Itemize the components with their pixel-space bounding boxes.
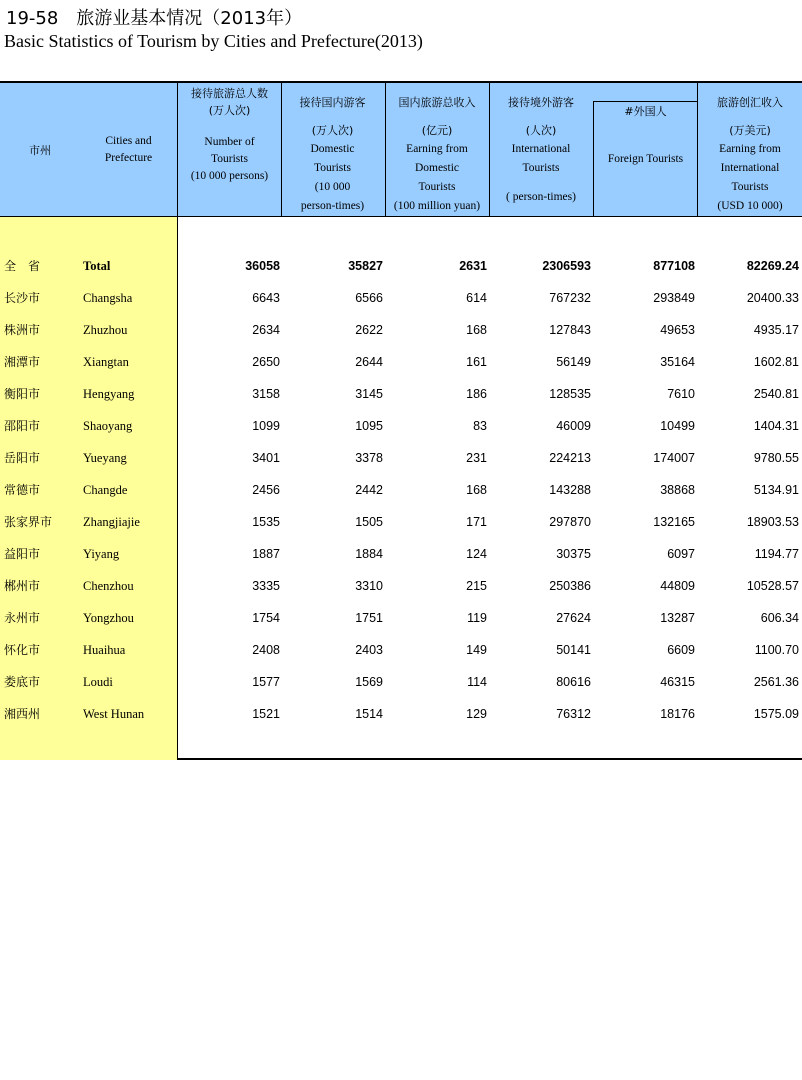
table-row [0, 506, 802, 538]
header-divider [697, 83, 698, 216]
cell-international-tourists: 80616 [556, 675, 591, 689]
table-row [0, 698, 802, 730]
cell-domestic-income: 129 [466, 707, 487, 721]
city-name-cn: 张家界市 [4, 515, 53, 529]
cell-forex-earning: 5134.91 [753, 483, 799, 497]
table-row [0, 666, 802, 698]
city-name-cn: 娄底市 [4, 675, 41, 689]
cell-total-tourists: 3401 [252, 451, 280, 465]
city-name-en: Changsha [83, 291, 133, 305]
table-row [0, 250, 802, 282]
city-name-cn: 湘西州 [4, 707, 41, 721]
cell-domestic-income: 171 [466, 515, 487, 529]
table-row [0, 602, 802, 634]
cell-international-tourists: 27624 [556, 611, 591, 625]
header-city-cn: 市州 [29, 144, 51, 157]
city-name-en: Xiangtan [83, 355, 129, 369]
cell-forex-earning: 2561.36 [753, 675, 799, 689]
cell-foreign-tourists: 6609 [667, 643, 695, 657]
cell-foreign-tourists: 7610 [667, 387, 695, 401]
header-forex-earning: 旅游创汇收入 (万美元) Earning from International Tourists (USD 10 000) [717, 96, 783, 212]
cell-international-tourists: 297870 [549, 515, 591, 529]
cell-domestic-income: 2631 [459, 259, 487, 273]
city-name-cn: 邵阳市 [4, 419, 41, 433]
cell-domestic-tourists: 1884 [355, 547, 383, 561]
cell-domestic-income: 119 [467, 611, 487, 625]
table-row [0, 442, 802, 474]
table-row [0, 282, 802, 314]
cell-domestic-tourists: 1095 [355, 419, 383, 433]
cell-total-tourists: 1535 [252, 515, 280, 529]
cell-domestic-income: 186 [466, 387, 487, 401]
header-international-tourists: 接待境外游客 (人次) International Tourists ( person-times) [506, 96, 576, 203]
city-name-en: Hengyang [83, 387, 135, 401]
header-foreign-tourists: #外国人 Foreign Tourists [607, 105, 684, 165]
page-title-en: Basic Statistics of Tourism by Cities and Prefecture(2013) [4, 31, 423, 51]
cell-forex-earning: 4935.17 [753, 323, 799, 337]
cell-international-tourists: 250386 [549, 579, 591, 593]
cell-domestic-tourists: 2403 [355, 643, 383, 657]
cell-forex-earning: 1100.70 [754, 643, 799, 657]
table-row [0, 570, 802, 602]
cell-total-tourists: 2456 [252, 483, 280, 497]
city-name-cn: 衡阳市 [4, 387, 41, 401]
page-title-cn: 19-58 旅游业基本情况（2013年） [6, 8, 303, 29]
header-divider [281, 83, 282, 216]
city-name-cn: 郴州市 [4, 579, 41, 593]
header-divider [489, 83, 490, 216]
table-header [0, 83, 802, 217]
cell-domestic-tourists: 1514 [355, 707, 383, 721]
cell-domestic-income: 614 [466, 291, 487, 305]
cell-foreign-tourists: 18176 [660, 707, 695, 721]
cell-domestic-income: 161 [466, 355, 487, 369]
cell-forex-earning: 1602.81 [753, 355, 799, 369]
cell-total-tourists: 1577 [252, 675, 280, 689]
cell-foreign-tourists: 293849 [653, 291, 695, 305]
cell-international-tourists: 30375 [556, 547, 591, 561]
cell-foreign-tourists: 174007 [653, 451, 695, 465]
cell-forex-earning: 1575.09 [753, 707, 799, 721]
cell-domestic-tourists: 3310 [355, 579, 383, 593]
cell-foreign-tourists: 6097 [667, 547, 695, 561]
cell-domestic-tourists: 1751 [355, 611, 383, 625]
cell-forex-earning: 10528.57 [746, 579, 799, 593]
cell-total-tourists: 1887 [252, 547, 280, 561]
cell-international-tourists: 56149 [556, 355, 591, 369]
cell-forex-earning: 2540.81 [753, 387, 799, 401]
cell-total-tourists: 1521 [252, 707, 280, 721]
city-name-en: Yiyang [83, 547, 120, 561]
cell-domestic-income: 83 [473, 419, 487, 433]
header-divider [385, 83, 386, 216]
cell-foreign-tourists: 38868 [660, 483, 695, 497]
cell-total-tourists: 2634 [252, 323, 280, 337]
cell-domestic-income: 215 [466, 579, 487, 593]
city-name-en: Zhuzhou [83, 323, 128, 337]
city-name-cn: 湘潭市 [4, 355, 41, 369]
cell-total-tourists: 3335 [252, 579, 280, 593]
cell-domestic-income: 231 [466, 451, 487, 465]
city-name-cn: 株洲市 [4, 323, 41, 337]
cell-international-tourists: 46009 [556, 419, 591, 433]
cell-total-tourists: 6643 [252, 291, 280, 305]
cell-domestic-income: 168 [466, 323, 487, 337]
cell-forex-earning: 606.34 [760, 611, 799, 625]
cell-international-tourists: 128535 [549, 387, 591, 401]
city-name-cn: 常德市 [4, 483, 41, 497]
header-subdivider [593, 101, 698, 102]
city-name-en: West Hunan [83, 707, 145, 721]
city-name-en: Loudi [83, 675, 113, 689]
header-city-en: Cities and Prefecture [104, 135, 153, 164]
cell-international-tourists: 767232 [549, 291, 591, 305]
cell-foreign-tourists: 49653 [660, 323, 695, 337]
cell-forex-earning: 18903.53 [746, 515, 799, 529]
header-total-tourists: 接待旅游总人数 (万人次) Number of Tourists (10 000 persons) [190, 87, 269, 182]
city-name-cn: 全 省 [4, 259, 41, 273]
cell-forex-earning: 9780.55 [753, 451, 799, 465]
cell-domestic-tourists: 3378 [355, 451, 383, 465]
table-row [0, 378, 802, 410]
cell-forex-earning: 20400.33 [746, 291, 799, 305]
city-name-cn: 怀化市 [4, 643, 41, 657]
cell-international-tourists: 127843 [549, 323, 591, 337]
cell-total-tourists: 1754 [252, 611, 280, 625]
header-domestic-tourists: 接待国内游客 (万人次) Domestic Tourists (10 000 person-times) [299, 96, 366, 212]
city-name-en: Total [83, 259, 111, 273]
table-row [0, 346, 802, 378]
cell-domestic-income: 168 [466, 483, 487, 497]
header-domestic-income: 国内旅游总收入 (亿元) Earning from Domestic Tourists (100 million yuan) [393, 96, 481, 212]
city-name-cn: 长沙市 [4, 291, 41, 305]
table-row [0, 410, 802, 442]
table-row [0, 538, 802, 570]
city-name-en: Chenzhou [83, 579, 134, 593]
cell-total-tourists: 2408 [252, 643, 280, 657]
cell-domestic-tourists: 2442 [355, 483, 383, 497]
city-name-en: Zhangjiajie [83, 515, 140, 529]
cell-international-tourists: 50141 [556, 643, 591, 657]
cell-foreign-tourists: 132165 [653, 515, 695, 529]
cell-domestic-income: 114 [467, 675, 487, 689]
statistics-table [0, 81, 802, 760]
table-row [0, 314, 802, 346]
cell-forex-earning: 1404.31 [753, 419, 799, 433]
cell-total-tourists: 3158 [252, 387, 280, 401]
city-name-en: Huaihua [83, 643, 126, 657]
city-name-en: Yongzhou [83, 611, 134, 625]
cell-domestic-tourists: 2644 [355, 355, 383, 369]
cell-international-tourists: 2306593 [542, 259, 591, 273]
city-name-cn: 永州市 [4, 611, 41, 625]
cell-international-tourists: 143288 [549, 483, 591, 497]
cell-domestic-tourists: 2622 [355, 323, 383, 337]
cell-foreign-tourists: 877108 [653, 259, 695, 273]
city-name-cn: 岳阳市 [4, 451, 41, 465]
cell-international-tourists: 224213 [549, 451, 591, 465]
cell-foreign-tourists: 10499 [660, 419, 695, 433]
city-name-en: Changde [83, 483, 128, 497]
cell-foreign-tourists: 44809 [660, 579, 695, 593]
cell-forex-earning: 82269.24 [746, 259, 799, 273]
cell-domestic-tourists: 3145 [355, 387, 383, 401]
cell-foreign-tourists: 13287 [660, 611, 695, 625]
cell-total-tourists: 1099 [252, 419, 280, 433]
cell-domestic-tourists: 6566 [355, 291, 383, 305]
cell-domestic-tourists: 1505 [355, 515, 383, 529]
cell-forex-earning: 1194.77 [754, 547, 799, 561]
city-name-cn: 益阳市 [4, 547, 41, 561]
cell-domestic-income: 124 [466, 547, 487, 561]
cell-domestic-income: 149 [466, 643, 487, 657]
header-divider [593, 101, 594, 216]
table-row [0, 474, 802, 506]
cell-total-tourists: 36058 [245, 259, 280, 273]
cell-total-tourists: 2650 [252, 355, 280, 369]
city-name-en: Yueyang [83, 451, 127, 465]
cell-international-tourists: 76312 [556, 707, 591, 721]
cell-domestic-tourists: 35827 [348, 259, 383, 273]
cell-foreign-tourists: 35164 [660, 355, 695, 369]
table-row [0, 634, 802, 666]
cell-foreign-tourists: 46315 [660, 675, 695, 689]
cell-domestic-tourists: 1569 [355, 675, 383, 689]
city-name-en: Shaoyang [83, 419, 133, 433]
